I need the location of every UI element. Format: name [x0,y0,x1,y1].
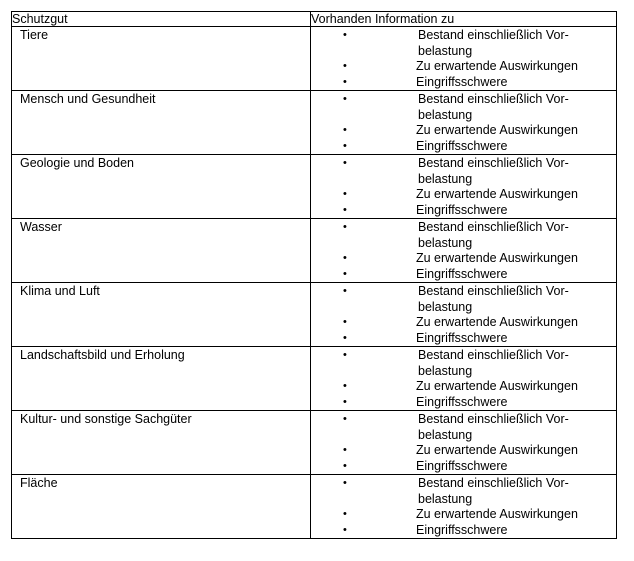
information-cell [311,475,617,539]
information-cell [311,27,617,91]
list-item [311,412,616,443]
bullet-icon: • [343,459,347,472]
info-item-eingriffsschwere: Eingriffsschwere [416,330,508,345]
schutzgut-label: Tiere [20,28,49,42]
info-item-eingriffsschwere: Eingriffsschwere [416,458,508,473]
bullet-icon: • [343,188,347,200]
schutzgut-cell [12,27,311,91]
info-item-eingriffsschwere: Eingriffsschwere [416,522,508,537]
list-item [311,59,616,75]
information-list [311,155,616,218]
list-item [311,348,616,379]
schutzgut-label: Fläche [20,476,58,490]
info-item-bestand: Bestand einschließlich Vor-belastung [418,476,569,506]
list-item [311,156,616,187]
bullet-icon: • [343,124,347,136]
header-row [12,12,617,27]
info-item-bestand: Bestand einschließlich Vor-belastung [418,348,569,378]
bullet-icon: • [343,508,347,520]
info-item-eingriffsschwere: Eingriffsschwere [416,394,508,409]
list-item [311,523,616,539]
schutzgut-label: Klima und Luft [20,284,100,298]
bullet-icon: • [343,157,347,169]
table-row [12,475,617,539]
info-item-auswirkungen: Zu erwartende Auswirkungen [416,315,578,329]
list-item [311,331,616,347]
header-schutzgut: Schutzgut [12,12,311,27]
list-item [311,28,616,59]
schutzgut-label: Wasser [20,220,62,234]
list-item [311,267,616,283]
bullet-icon: • [343,139,347,152]
bullet-icon: • [343,60,347,72]
info-item-eingriffsschwere: Eingriffsschwere [416,74,508,89]
list-item [311,220,616,251]
schutzgut-cell [12,91,311,155]
info-item-bestand: Bestand einschließlich Vor-belastung [418,92,569,122]
schutzgut-cell [12,155,311,219]
table-row [12,155,617,219]
info-item-bestand: Bestand einschließlich Vor-belastung [418,284,569,314]
information-cell [311,411,617,475]
bullet-icon: • [343,252,347,264]
table-row [12,219,617,283]
information-list [311,411,616,474]
schutzgut-label: Landschaftsbild und Erholung [20,348,185,362]
list-item [311,284,616,315]
information-cell [311,347,617,411]
bullet-icon: • [343,523,347,536]
info-item-auswirkungen: Zu erwartende Auswirkungen [416,507,578,521]
list-item [311,251,616,267]
bullet-icon: • [343,75,347,88]
info-item-bestand: Bestand einschließlich Vor-belastung [418,412,569,442]
bullet-icon: • [343,477,347,489]
bullet-icon: • [343,316,347,328]
info-item-auswirkungen: Zu erwartende Auswirkungen [416,123,578,137]
schutzgut-cell [12,347,311,411]
list-item [311,203,616,219]
list-item [311,92,616,123]
table-body [12,27,617,539]
list-item [311,139,616,155]
info-item-eingriffsschwere: Eingriffsschwere [416,138,508,153]
list-item [311,459,616,475]
schutzgut-cell [12,475,311,539]
bullet-icon: • [343,331,347,344]
schutzgut-cell [12,283,311,347]
list-item [311,379,616,395]
list-item [311,315,616,331]
info-item-eingriffsschwere: Eingriffsschwere [416,266,508,281]
list-item [311,123,616,139]
information-cell [311,155,617,219]
bullet-icon: • [343,349,347,361]
bullet-icon: • [343,413,347,425]
schutzgut-label: Mensch und Gesundheit [20,92,156,106]
bullet-icon: • [343,380,347,392]
table-row [12,27,617,91]
information-list [311,475,616,538]
bullet-icon: • [343,395,347,408]
schutzgut-cell [12,219,311,283]
info-item-auswirkungen: Zu erwartende Auswirkungen [416,443,578,457]
list-item [311,507,616,523]
list-item [311,395,616,411]
list-item [311,75,616,91]
info-item-bestand: Bestand einschließlich Vor-belastung [418,28,569,58]
list-item [311,443,616,459]
info-item-auswirkungen: Zu erwartende Auswirkungen [416,187,578,201]
list-item [311,476,616,507]
schutzgut-cell [12,411,311,475]
bullet-icon: • [343,444,347,456]
list-item [311,187,616,203]
info-item-eingriffsschwere: Eingriffsschwere [416,202,508,217]
information-cell [311,283,617,347]
table-row [12,283,617,347]
table-row [12,347,617,411]
bullet-icon: • [343,221,347,233]
info-item-auswirkungen: Zu erwartende Auswirkungen [416,59,578,73]
info-item-auswirkungen: Zu erwartende Auswirkungen [416,379,578,393]
bullet-icon: • [343,267,347,280]
information-list [311,27,616,90]
info-item-bestand: Bestand einschließlich Vor-belastung [418,156,569,186]
information-cell [311,91,617,155]
bullet-icon: • [343,203,347,216]
schutzgut-table [11,11,617,539]
bullet-icon: • [343,29,347,41]
bullet-icon: • [343,285,347,297]
info-item-bestand: Bestand einschließlich Vor-belastung [418,220,569,250]
header-information: Vorhanden Information zu [311,12,617,27]
table-row [12,91,617,155]
schutzgut-label: Geologie und Boden [20,156,134,170]
info-item-auswirkungen: Zu erwartende Auswirkungen [416,251,578,265]
information-cell [311,219,617,283]
information-list [311,91,616,154]
information-list [311,219,616,282]
bullet-icon: • [343,93,347,105]
table-row [12,411,617,475]
information-list [311,283,616,346]
schutzgut-label: Kultur- und sonstige Sachgüter [20,412,192,426]
information-list [311,347,616,410]
